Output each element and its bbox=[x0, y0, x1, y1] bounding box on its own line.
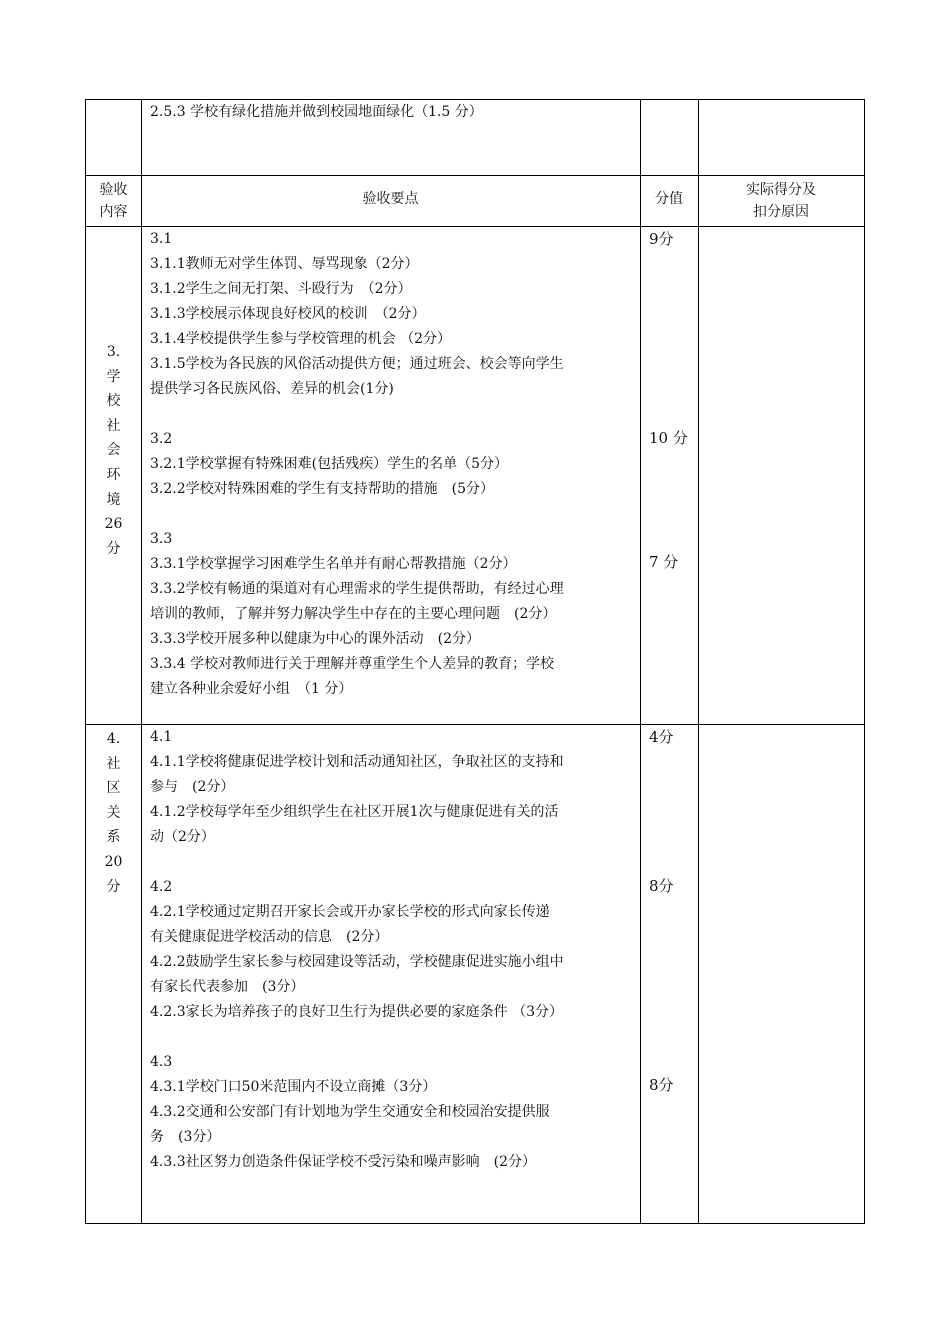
header-result: 实际得分及 扣分原因 bbox=[746, 182, 816, 220]
list-item: 有家长代表参加 (3分） bbox=[150, 979, 305, 995]
list-item: 3.1.4学校提供学生参与学校管理的机会 （2分） bbox=[150, 331, 451, 347]
group-heading: 4.1 bbox=[150, 729, 173, 745]
list-item: 培训的教师，了解并努力解决学生中存在的主要心理问题 (2分） bbox=[150, 606, 557, 622]
spacer bbox=[150, 1025, 564, 1050]
group-heading: 3.2 bbox=[150, 431, 173, 447]
group-heading: 3.3 bbox=[150, 531, 173, 547]
list-item: 4.3.1学校门口50米范围内不设立商摊（3分） bbox=[150, 1079, 437, 1095]
header-content: 验收 内容 bbox=[99, 182, 128, 220]
list-item: 4.2.1学校通过定期召开家长会或开办家长学校的形式向家长传递 bbox=[150, 904, 550, 920]
list-item: 建立各种业余爱好小组 （1 分） bbox=[150, 681, 353, 697]
col-divider bbox=[141, 100, 142, 1223]
group-heading: 3.1 bbox=[150, 231, 173, 247]
list-item: 3.3.1学校掌握学习困难学生名单并有耐心帮教措施（2分） bbox=[150, 556, 517, 572]
spacer bbox=[150, 402, 564, 427]
score-4-3: 8分 bbox=[649, 1076, 674, 1094]
section3-label: 3. 学 校 社 会 环 境 26 分 bbox=[104, 344, 123, 557]
list-item: 3.1.3学校展示体现良好校风的校训 （2分） bbox=[150, 306, 426, 322]
list-item: 4.1.1学校将健康促进学校计划和活动通知社区，争取社区的支持和 bbox=[150, 754, 564, 770]
list-item: 4.2.3家长为培养孩子的良好卫生行为提供必要的家庭条件 （3分） bbox=[150, 1004, 563, 1020]
group-heading: 4.3 bbox=[150, 1054, 173, 1070]
header-value: 分值 bbox=[655, 191, 683, 207]
carryover-item: 2.5.3 学校有绿化措施并做到校园地面绿化（1.5 分） bbox=[150, 104, 483, 120]
list-item: 3.3.4 学校对教师进行关于理解并尊重学生个人差异的教育；学校 bbox=[150, 656, 555, 672]
col-divider bbox=[698, 100, 699, 1223]
spacer bbox=[150, 850, 564, 875]
score-4-2: 8分 bbox=[649, 877, 674, 895]
list-item: 3.2.1学校掌握有特殊困难(包括残疾）学生的名单（5分） bbox=[150, 456, 508, 472]
list-item: 4.3.3社区努力创造条件保证学校不受污染和噪声影响 (2分） bbox=[150, 1154, 536, 1170]
list-item: 3.1.2学生之间无打架、斗殴行为 （2分） bbox=[150, 281, 412, 297]
list-item: 3.2.2学校对特殊困难的学生有支持帮助的措施 (5分） bbox=[150, 481, 494, 497]
list-item: 3.3.2学校有畅通的渠道对有心理需求的学生提供帮助，有经过心理 bbox=[150, 581, 564, 597]
group-heading: 4.2 bbox=[150, 879, 173, 895]
list-item: 提供学习各民族风俗、差异的机会(1分) bbox=[150, 381, 394, 397]
list-item: 有关健康促进学校活动的信息 (2分） bbox=[150, 929, 389, 945]
list-item: 4.1.2学校每学年至少组织学生在社区开展1次与健康促进有关的活 bbox=[150, 804, 559, 820]
spacer bbox=[150, 502, 564, 527]
acceptance-table bbox=[85, 99, 865, 1224]
list-item: 3.1.5学校为各民族的风俗活动提供方便；通过班会、校会等向学生 bbox=[150, 356, 564, 372]
list-item: 4.2.2鼓励学生家长参与校园建设等活动，学校健康促进实施小组中 bbox=[150, 954, 564, 970]
header-points: 验收要点 bbox=[362, 191, 419, 207]
score-4-1: 4分 bbox=[649, 728, 674, 746]
col-divider bbox=[640, 100, 641, 1223]
list-item: 务 (3分） bbox=[150, 1129, 221, 1145]
list-item: 4.3.2交通和公安部门有计划地为学生交通安全和校园治安提供服 bbox=[150, 1104, 550, 1120]
list-item: 动（2分） bbox=[150, 829, 215, 845]
list-item: 3.1.1教师无对学生体罚、辱骂现象（2分） bbox=[150, 256, 419, 272]
section4-body bbox=[150, 725, 564, 1175]
section4-label: 4. 社 区 关 系 20 分 bbox=[104, 731, 123, 895]
list-item: 3.3.3学校开展多种以健康为中心的课外活动 (2分） bbox=[150, 631, 480, 647]
section3-body bbox=[150, 227, 564, 702]
list-item: 参与 (2分） bbox=[150, 779, 235, 795]
score-3-3: 7 分 bbox=[649, 553, 679, 571]
score-3-2: 10 分 bbox=[649, 429, 688, 447]
score-3-1: 9分 bbox=[649, 230, 674, 248]
